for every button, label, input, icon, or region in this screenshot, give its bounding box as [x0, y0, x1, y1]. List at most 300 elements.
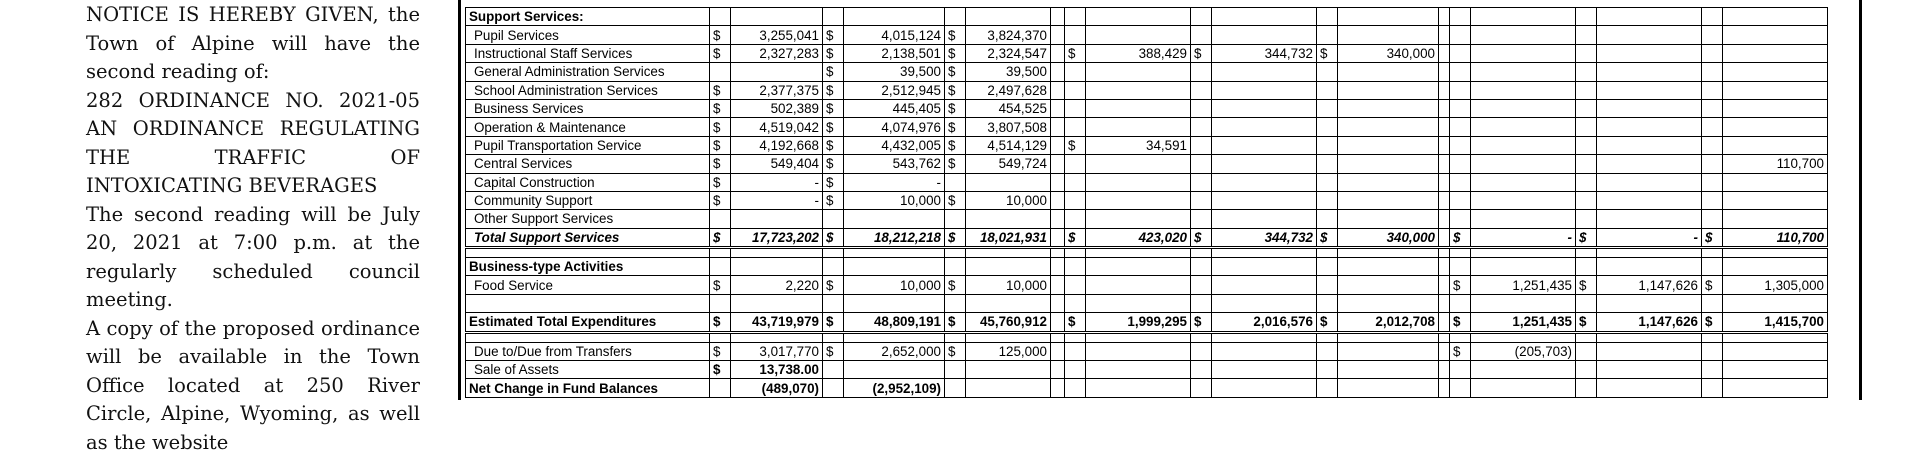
- currency-symbol: [1576, 258, 1597, 276]
- amount-cell: [1338, 210, 1439, 228]
- currency-symbol: [1576, 342, 1597, 360]
- table-row: [466, 258, 1828, 276]
- amount-cell: [1471, 210, 1576, 228]
- currency-symbol: [1576, 8, 1597, 26]
- group-gap: [1439, 81, 1450, 99]
- amount-cell: [1471, 118, 1576, 136]
- amount-cell: 39,500: [844, 63, 945, 81]
- amount-cell: [1471, 258, 1576, 276]
- amount-cell: 423,020: [1086, 228, 1191, 247]
- currency-symbol: [1576, 81, 1597, 99]
- currency-symbol: [1065, 8, 1086, 26]
- currency-symbol: [1065, 26, 1086, 44]
- group-gap: [1439, 44, 1450, 62]
- spacer-cell: [1723, 332, 1828, 342]
- amount-cell: [1338, 63, 1439, 81]
- amount-cell: [1338, 191, 1439, 209]
- currency-symbol: [1191, 276, 1212, 294]
- amount-cell: [1471, 379, 1576, 397]
- amount-cell: 1,999,295: [1086, 313, 1191, 332]
- spacer-cell: [945, 248, 966, 258]
- currency-symbol: $: [945, 313, 966, 332]
- currency-symbol: $: [945, 155, 966, 173]
- currency-symbol: $: [1317, 44, 1338, 62]
- row-label: General Administration Services: [466, 63, 710, 81]
- currency-symbol: $: [945, 228, 966, 247]
- spacer-cell: [1597, 248, 1702, 258]
- currency-symbol: [1065, 63, 1086, 81]
- currency-symbol: $: [945, 191, 966, 209]
- currency-symbol: [1191, 8, 1212, 26]
- currency-symbol: [1317, 99, 1338, 117]
- spacer-cell: [710, 332, 731, 342]
- amount-cell: [1597, 258, 1702, 276]
- currency-symbol: $: [945, 63, 966, 81]
- group-gap: [1439, 99, 1450, 117]
- currency-symbol: [945, 294, 966, 312]
- amount-cell: [1086, 342, 1191, 360]
- amount-cell: 3,807,508: [966, 118, 1051, 136]
- group-gap: [1051, 26, 1065, 44]
- amount-cell: [1086, 155, 1191, 173]
- amount-cell: [1338, 173, 1439, 191]
- spacer-cell: [945, 332, 966, 342]
- spacer-cell: [1338, 248, 1439, 258]
- spacer-cell: [1338, 332, 1439, 342]
- amount-cell: [1338, 276, 1439, 294]
- table-row: [466, 26, 1828, 44]
- spacer-cell: [1597, 332, 1702, 342]
- currency-symbol: [1317, 155, 1338, 173]
- amount-cell: [1723, 81, 1828, 99]
- amount-cell: [1212, 342, 1317, 360]
- currency-symbol: [945, 210, 966, 228]
- table-row: [466, 136, 1828, 154]
- amount-cell: 344,732: [1212, 44, 1317, 62]
- group-gap: [1051, 258, 1065, 276]
- amount-cell: 2,016,576: [1212, 313, 1317, 332]
- row-label: [466, 294, 710, 312]
- amount-cell: [1086, 361, 1191, 379]
- amount-cell: [1723, 136, 1828, 154]
- currency-symbol: $: [823, 276, 844, 294]
- currency-symbol: [1576, 26, 1597, 44]
- table-row: [466, 8, 1828, 26]
- currency-symbol: $: [823, 342, 844, 360]
- currency-symbol: $: [1576, 228, 1597, 247]
- group-gap: [1439, 294, 1450, 312]
- amount-cell: [1597, 99, 1702, 117]
- group-gap: [1051, 173, 1065, 191]
- currency-symbol: [1317, 191, 1338, 209]
- amount-cell: [1338, 155, 1439, 173]
- currency-symbol: [1317, 379, 1338, 397]
- amount-cell: [1723, 342, 1828, 360]
- currency-symbol: [1702, 342, 1723, 360]
- table-row: [466, 342, 1828, 360]
- currency-symbol: [1702, 63, 1723, 81]
- amount-cell: 2,512,945: [844, 81, 945, 99]
- spacer-cell: [1439, 248, 1450, 258]
- currency-symbol: [710, 63, 731, 81]
- currency-symbol: [1065, 276, 1086, 294]
- group-gap: [1439, 191, 1450, 209]
- currency-symbol: [1191, 63, 1212, 81]
- currency-symbol: [1576, 136, 1597, 154]
- amount-cell: [1212, 81, 1317, 99]
- amount-cell: [844, 210, 945, 228]
- group-gap: [1051, 361, 1065, 379]
- group-gap: [1439, 173, 1450, 191]
- spacer-cell: [1723, 248, 1828, 258]
- currency-symbol: [1065, 379, 1086, 397]
- group-gap: [1439, 228, 1450, 247]
- amount-cell: [1471, 361, 1576, 379]
- currency-symbol: [1065, 155, 1086, 173]
- amount-cell: [966, 294, 1051, 312]
- amount-cell: [1723, 118, 1828, 136]
- table-row: [466, 379, 1828, 397]
- amount-cell: [1212, 379, 1317, 397]
- currency-symbol: [1702, 118, 1723, 136]
- amount-cell: 10,000: [966, 191, 1051, 209]
- spacer-cell: [1191, 248, 1212, 258]
- currency-symbol: [1191, 294, 1212, 312]
- currency-symbol: [823, 8, 844, 26]
- group-gap: [1439, 155, 1450, 173]
- spacer-cell: [844, 332, 945, 342]
- amount-cell: [1597, 118, 1702, 136]
- currency-symbol: [1576, 379, 1597, 397]
- amount-cell: [1723, 210, 1828, 228]
- currency-symbol: [1191, 155, 1212, 173]
- amount-cell: [1212, 361, 1317, 379]
- currency-symbol: $: [710, 118, 731, 136]
- currency-symbol: [1576, 63, 1597, 81]
- currency-symbol: $: [1065, 228, 1086, 247]
- amount-cell: [1723, 63, 1828, 81]
- group-gap: [1439, 63, 1450, 81]
- spacer-cell: [1212, 332, 1317, 342]
- currency-symbol: [1317, 63, 1338, 81]
- amount-cell: [1723, 44, 1828, 62]
- table-row: [466, 228, 1828, 247]
- currency-symbol: [1450, 155, 1471, 173]
- spacer-cell: [731, 332, 823, 342]
- spacer-cell: [966, 248, 1051, 258]
- amount-cell: [1212, 173, 1317, 191]
- currency-symbol: [1317, 26, 1338, 44]
- amount-cell: [1597, 191, 1702, 209]
- currency-symbol: $: [1065, 313, 1086, 332]
- amount-cell: 2,327,283: [731, 44, 823, 62]
- currency-symbol: [1191, 258, 1212, 276]
- currency-symbol: $: [945, 136, 966, 154]
- currency-symbol: [1576, 210, 1597, 228]
- amount-cell: [1338, 379, 1439, 397]
- amount-cell: [1338, 118, 1439, 136]
- amount-cell: [1723, 99, 1828, 117]
- currency-symbol: [1191, 191, 1212, 209]
- currency-symbol: $: [945, 342, 966, 360]
- currency-symbol: $: [710, 44, 731, 62]
- currency-symbol: [1450, 8, 1471, 26]
- currency-symbol: $: [710, 26, 731, 44]
- amount-cell: 388,429: [1086, 44, 1191, 62]
- amount-cell: 4,074,976: [844, 118, 945, 136]
- currency-symbol: [1576, 361, 1597, 379]
- currency-symbol: [1317, 118, 1338, 136]
- currency-symbol: [1702, 99, 1723, 117]
- amount-cell: [1597, 294, 1702, 312]
- amount-cell: 2,377,375: [731, 81, 823, 99]
- currency-symbol: [1450, 361, 1471, 379]
- amount-cell: [1338, 136, 1439, 154]
- currency-symbol: [1317, 361, 1338, 379]
- amount-cell: [1338, 342, 1439, 360]
- group-gap: [1051, 118, 1065, 136]
- currency-symbol: [1702, 81, 1723, 99]
- public-notice: [86, 0, 420, 457]
- amount-cell: [966, 8, 1051, 26]
- group-gap: [1439, 26, 1450, 44]
- amount-cell: -: [731, 191, 823, 209]
- currency-symbol: [823, 210, 844, 228]
- budget-table: [465, 7, 1828, 398]
- amount-cell: [1471, 136, 1576, 154]
- currency-symbol: $: [1191, 228, 1212, 247]
- currency-symbol: $: [823, 313, 844, 332]
- amount-cell: [1471, 294, 1576, 312]
- currency-symbol: [1450, 44, 1471, 62]
- amount-cell: [966, 379, 1051, 397]
- currency-symbol: [823, 294, 844, 312]
- amount-cell: 2,012,708: [1338, 313, 1439, 332]
- currency-symbol: [1576, 44, 1597, 62]
- row-label: Business-type Activities: [466, 258, 710, 276]
- row-label: Food Service: [466, 276, 710, 294]
- currency-symbol: $: [1702, 276, 1723, 294]
- amount-cell: [966, 258, 1051, 276]
- amount-cell: [1086, 210, 1191, 228]
- amount-cell: 3,255,041: [731, 26, 823, 44]
- currency-symbol: [1576, 294, 1597, 312]
- amount-cell: -: [731, 173, 823, 191]
- amount-cell: [844, 294, 945, 312]
- currency-symbol: [710, 258, 731, 276]
- amount-cell: [1597, 136, 1702, 154]
- currency-symbol: [823, 258, 844, 276]
- currency-symbol: [710, 8, 731, 26]
- currency-symbol: [1702, 361, 1723, 379]
- spacer-cell: [823, 332, 844, 342]
- amount-cell: 10,000: [844, 276, 945, 294]
- group-gap: [1439, 8, 1450, 26]
- spacer-cell: [1086, 248, 1191, 258]
- currency-symbol: [1317, 294, 1338, 312]
- table-row: [466, 248, 1828, 258]
- currency-symbol: $: [945, 99, 966, 117]
- currency-symbol: [1702, 26, 1723, 44]
- currency-symbol: [1065, 294, 1086, 312]
- amount-cell: 1,415,700: [1723, 313, 1828, 332]
- spacer-cell: [1450, 248, 1471, 258]
- row-label: Pupil Transportation Service: [466, 136, 710, 154]
- group-gap: [1051, 63, 1065, 81]
- currency-symbol: [1576, 155, 1597, 173]
- amount-cell: 549,724: [966, 155, 1051, 173]
- currency-symbol: [1191, 26, 1212, 44]
- amount-cell: [1212, 63, 1317, 81]
- group-gap: [1051, 294, 1065, 312]
- amount-cell: [1597, 8, 1702, 26]
- amount-cell: [1338, 294, 1439, 312]
- amount-cell: [731, 8, 823, 26]
- amount-cell: 4,015,124: [844, 26, 945, 44]
- currency-symbol: [1702, 210, 1723, 228]
- currency-symbol: [945, 8, 966, 26]
- currency-symbol: [1065, 342, 1086, 360]
- group-gap: [1051, 99, 1065, 117]
- currency-symbol: [1191, 81, 1212, 99]
- currency-symbol: $: [710, 191, 731, 209]
- amount-cell: [1338, 361, 1439, 379]
- row-label: Total Support Services: [466, 228, 710, 247]
- amount-cell: [1212, 191, 1317, 209]
- currency-symbol: [1450, 294, 1471, 312]
- amount-cell: [1086, 379, 1191, 397]
- group-gap: [1051, 8, 1065, 26]
- currency-symbol: [823, 361, 844, 379]
- row-label: Estimated Total Expenditures: [466, 313, 710, 332]
- spacer-cell: [466, 248, 710, 258]
- currency-symbol: $: [710, 136, 731, 154]
- amount-cell: [1471, 155, 1576, 173]
- amount-cell: [1338, 8, 1439, 26]
- currency-symbol: [1702, 191, 1723, 209]
- budget-spreadsheet: [458, 0, 1862, 400]
- table-row: [466, 81, 1828, 99]
- notice-reading-date: The second reading will be July 20, 2021 at 7:00 p.m. at the regularly scheduled council meeting.: [86, 201, 420, 315]
- currency-symbol: [1317, 276, 1338, 294]
- amount-cell: 1,305,000: [1723, 276, 1828, 294]
- amount-cell: [1338, 26, 1439, 44]
- currency-symbol: [1065, 173, 1086, 191]
- amount-cell: [1086, 191, 1191, 209]
- currency-symbol: [1450, 118, 1471, 136]
- group-gap: [1051, 379, 1065, 397]
- notice-ordinance-title: 282 ORDINANCE NO. 2021-05 AN ORDINANCE REGULATING THE TRAFFIC OF INTOXICATING BEVERAGES: [86, 87, 420, 201]
- currency-symbol: [1191, 136, 1212, 154]
- group-gap: [1439, 342, 1450, 360]
- spacer-cell: [1471, 248, 1576, 258]
- row-label: Support Services:: [466, 8, 710, 26]
- amount-cell: 4,432,005: [844, 136, 945, 154]
- spacer-cell: [1065, 248, 1086, 258]
- amount-cell: 2,138,501: [844, 44, 945, 62]
- amount-cell: 543,762: [844, 155, 945, 173]
- amount-cell: 45,760,912: [966, 313, 1051, 332]
- amount-cell: -: [1471, 228, 1576, 247]
- spacer-cell: [1051, 332, 1065, 342]
- amount-cell: 17,723,202: [731, 228, 823, 247]
- amount-cell: [1471, 81, 1576, 99]
- amount-cell: [1597, 44, 1702, 62]
- spacer-cell: [1450, 332, 1471, 342]
- amount-cell: [731, 63, 823, 81]
- amount-cell: [1723, 8, 1828, 26]
- row-label: Sale of Assets: [466, 361, 710, 379]
- amount-cell: [1597, 379, 1702, 397]
- spacer-cell: [1051, 248, 1065, 258]
- spacer-cell: [1191, 332, 1212, 342]
- amount-cell: (205,703): [1471, 342, 1576, 360]
- amount-cell: 18,021,931: [966, 228, 1051, 247]
- notice-availability: A copy of the proposed ordinance will be available in the Town Office located at 250 River Circle, Alpine, Wyoming, as well as the website: [86, 315, 420, 457]
- group-gap: [1439, 136, 1450, 154]
- currency-symbol: [1702, 44, 1723, 62]
- row-label: School Administration Services: [466, 81, 710, 99]
- currency-symbol: $: [710, 99, 731, 117]
- amount-cell: [1086, 99, 1191, 117]
- amount-cell: [1086, 8, 1191, 26]
- currency-symbol: [823, 379, 844, 397]
- amount-cell: [1471, 99, 1576, 117]
- amount-cell: 1,251,435: [1471, 276, 1576, 294]
- amount-cell: [1212, 258, 1317, 276]
- currency-symbol: [1702, 294, 1723, 312]
- amount-cell: [966, 173, 1051, 191]
- table-row: [466, 210, 1828, 228]
- amount-cell: [1086, 26, 1191, 44]
- amount-cell: 344,732: [1212, 228, 1317, 247]
- currency-symbol: [710, 379, 731, 397]
- spacer-cell: [1317, 332, 1338, 342]
- amount-cell: [731, 210, 823, 228]
- amount-cell: [1212, 210, 1317, 228]
- currency-symbol: $: [823, 81, 844, 99]
- amount-cell: [1086, 173, 1191, 191]
- amount-cell: 1,147,626: [1597, 313, 1702, 332]
- table-row: [466, 361, 1828, 379]
- amount-cell: [1086, 63, 1191, 81]
- row-label: Community Support: [466, 191, 710, 209]
- amount-cell: 502,389: [731, 99, 823, 117]
- amount-cell: 110,700: [1723, 155, 1828, 173]
- currency-symbol: [1450, 63, 1471, 81]
- table-row: [466, 118, 1828, 136]
- currency-symbol: $: [710, 342, 731, 360]
- group-gap: [1051, 210, 1065, 228]
- amount-cell: [1597, 210, 1702, 228]
- amount-cell: [1086, 294, 1191, 312]
- currency-symbol: [1317, 8, 1338, 26]
- group-gap: [1439, 276, 1450, 294]
- currency-symbol: [1702, 155, 1723, 173]
- amount-cell: 39,500: [966, 63, 1051, 81]
- currency-symbol: $: [823, 155, 844, 173]
- amount-cell: 2,497,628: [966, 81, 1051, 99]
- table-row: [466, 332, 1828, 342]
- currency-symbol: [1450, 379, 1471, 397]
- amount-cell: 2,324,547: [966, 44, 1051, 62]
- amount-cell: [1471, 8, 1576, 26]
- amount-cell: [1212, 276, 1317, 294]
- amount-cell: 4,192,668: [731, 136, 823, 154]
- currency-symbol: [1450, 191, 1471, 209]
- currency-symbol: $: [1317, 228, 1338, 247]
- spacer-cell: [731, 248, 823, 258]
